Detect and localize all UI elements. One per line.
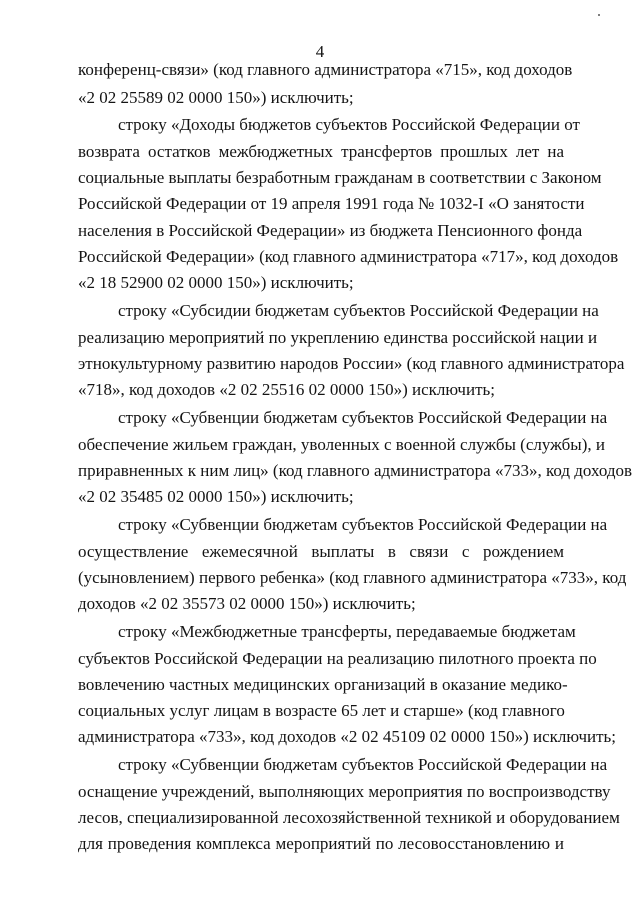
text-line: этнокультурному развитию народов России» (код главного администратора — [78, 354, 625, 373]
text-line: приравненных к ним лиц» (код главного администратора «733», код доходов — [78, 461, 633, 480]
text-line: возврата остатков межбюджетных трансфертов прошлых лет на — [78, 142, 564, 161]
page-number: 4 — [315, 42, 325, 61]
text-line: осуществление ежемесячной выплаты в связи с рождением — [78, 542, 564, 561]
text-line: реализацию мероприятий по укреплению единства российской нации и — [78, 328, 598, 347]
text-line: «718», код доходов «2 02 25516 02 0000 150») исключить; — [78, 380, 495, 399]
text-line: конференц-связи» (код главного администратора «715», код доходов — [78, 60, 573, 79]
paragraph-first-line: строку «Субвенции бюджетам субъектов Российской Федерации на — [118, 408, 608, 427]
text-line: «2 18 52900 02 0000 150») исключить; — [78, 273, 354, 292]
text-line: «2 02 35485 02 0000 150») исключить; — [78, 487, 354, 506]
text-line: социальных услуг лицам в возрасте 65 лет и старше» (код главного — [78, 701, 565, 720]
text-line: «2 02 25589 02 0000 150») исключить; — [78, 88, 354, 107]
text-line: (усыновлением) первого ребенка» (код главного администратора «733», код — [78, 568, 627, 587]
text-line: оснащение учреждений, выполняющих мероприятия по воспроизводству — [78, 782, 611, 801]
paragraph-first-line: строку «Межбюджетные трансферты, передаваемые бюджетам — [118, 622, 576, 641]
text-line: лесов, специализированной лесохозяйственной техникой и оборудованием — [78, 808, 620, 827]
text-line: обеспечение жильем граждан, уволенных с военной службы (службы), и — [78, 435, 605, 454]
text-line: социальные выплаты безработным гражданам в соответствии с Законом — [78, 168, 602, 187]
text-line: администратора «733», код доходов «2 02 45109 02 0000 150») исключить; — [78, 727, 617, 746]
text-line: Российской Федерации от 19 апреля 1991 года № 1032-I «О занятости — [78, 194, 585, 213]
paragraph-first-line: строку «Субвенции бюджетам субъектов Российской Федерации на — [118, 515, 608, 534]
text-line: населения в Российской Федерации» из бюджета Пенсионного фонда — [78, 221, 583, 240]
text-line: Российской Федерации» (код главного администратора «717», код доходов — [78, 247, 619, 266]
text-line: для проведения комплекса мероприятий по лесовосстановлению и — [78, 834, 564, 853]
paragraph-first-line: строку «Субвенции бюджетам субъектов Российской Федерации на — [118, 755, 608, 774]
paragraph-first-line: строку «Доходы бюджетов субъектов Российской Федерации от — [118, 115, 580, 134]
text-line: доходов «2 02 35573 02 0000 150») исключить; — [78, 594, 416, 613]
paragraph-first-line: строку «Субсидии бюджетам субъектов Российской Федерации на — [118, 301, 599, 320]
text-line: субъектов Российской Федерации на реализацию пилотного проекта по — [78, 649, 597, 668]
text-line: вовлечению частных медицинских организаций в оказание медико- — [78, 675, 568, 694]
scan-speck — [598, 14, 600, 16]
